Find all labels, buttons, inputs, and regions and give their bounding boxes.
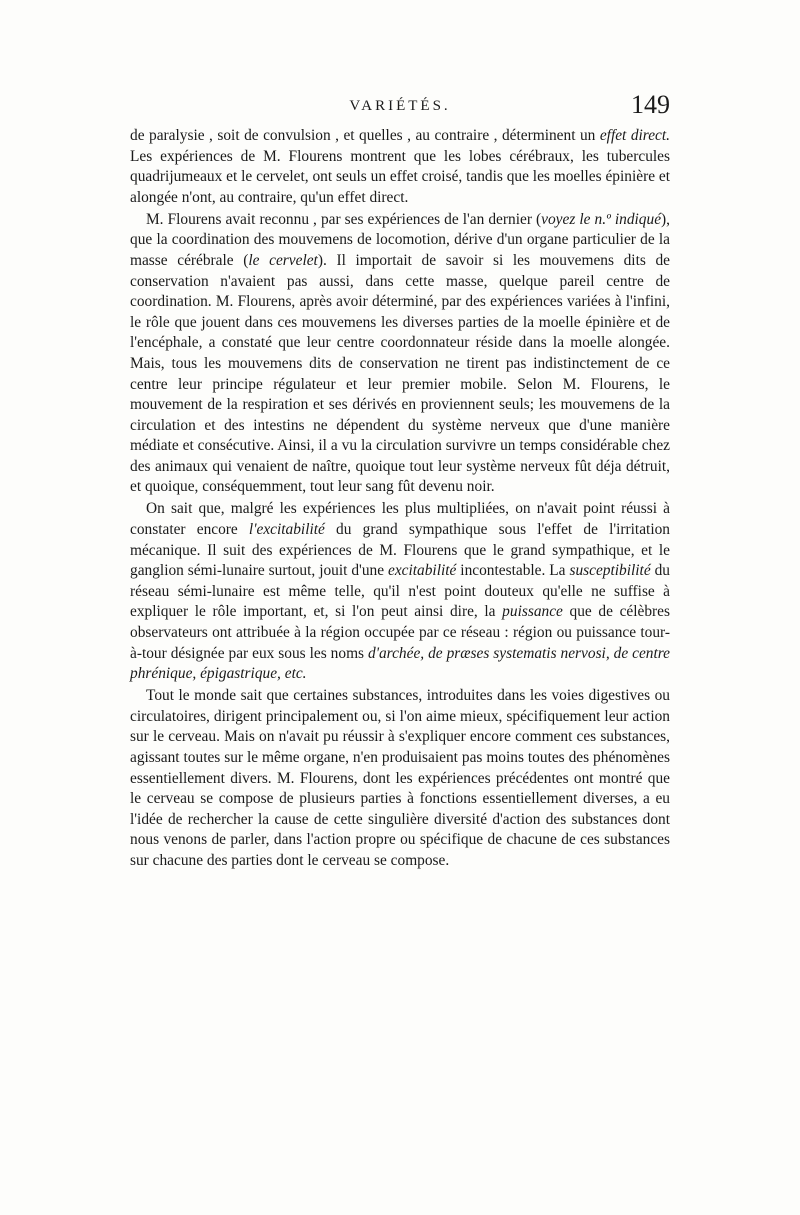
paragraph-3 <box>130 499 670 684</box>
text-run: ), que la coordination des mouvemens de locomotion, dérive d'un organe particulier de la masse cérébrale ( <box>130 210 671 269</box>
italic-text: susceptibilité <box>569 562 651 580</box>
text-run: de paralysie , soit de convulsion , et quelles , au contraire , déterminent un <box>130 127 600 144</box>
italic-text: voyez le n.º indiqué <box>541 210 662 228</box>
running-head <box>130 92 670 122</box>
italic-text: effet direct. <box>599 127 670 144</box>
italic-text: l'excitabilité <box>248 521 325 539</box>
text-run: du grand sympathique sous l'effet de l'irritation mécanique. Il suit des expériences de M. Flourens que le grand sympathique, et le ganglion sémi-lunaire surtout, jouit d'une <box>130 521 670 580</box>
paragraph-1 <box>130 126 670 208</box>
text-run: ). Il importait de savoir si les mouvemens dits de conservation n'avaient pas aussi, dans cette masse, quelque pareil centre de coordination. M. Flourens, après avoir déterminé, par des expériences variées à l'infini, le rôle que jouent dans ces mouvemens les diverses parties de la moelle épinière et de l'encéphale, a constaté que leur centre coordonnateur réside dans la moelle alongée. Mais, tous les mouvemens dits de conservation ne tirent pas indistinctement de ce centre leur principe régulateur et leur premier mobile. Selon M. Flourens, le mouvement de la respiration et ses dérivés en proviennent seuls; les mouvemens de la circulation et des intestins ne dépendent du système nerveux que d'une manière médiate et consécutive. Ainsi, il a vu la circulation survivre un temps considérable chez des animaux qui venaient de naître, quoique tout leur système nerveux fût déja détruit, et quoique, conséquemment, tout leur sang fût devenu noir. <box>130 251 670 496</box>
running-title: VARIÉTÉS. <box>349 98 451 114</box>
italic-text: le cervelet <box>248 251 318 269</box>
paragraph-2 <box>130 210 670 498</box>
text-run: que de célèbres observateurs ont attribuée à la région occupée par ce réseau : région ou puissance tour-à-tour désignée par eux sous les noms <box>130 603 671 662</box>
text-run: Les expériences de M. Flourens montrent que les lobes cérébraux, les tubercules quadrijumeaux et le cervelet, ont seuls un effet croisé, tandis que les moelles épinière et alongée n'ont, au contraire, qu'un effet direct. <box>130 147 670 206</box>
italic-text: excitabilité <box>387 562 457 580</box>
text-run: M. Flourens avait reconnu , par ses expériences de l'an dernier ( <box>146 210 542 228</box>
page-number: 149 <box>631 90 670 119</box>
text-run: incontestable. La <box>456 562 570 580</box>
text-run: On sait que, malgré les expériences les plus multipliées, on n'avait point réussi à constater encore <box>130 500 670 539</box>
text-run: Tout le monde sait que certaines substances, introduites dans les voies digestives ou circulatoires, dirigent principalement ou, si l'on aime mieux, spécifiquement leur action sur le cerveau. Mais on n'avait pu réussir à s'expliquer encore comment ces substances, agissant toutes sur le même organe, n'en produisaient pas moins toutes des phénomènes essentiellement divers. M. Flourens, dont les expériences précédentes ont montré que le cerveau se compose de plusieurs parties à fonctions essentiellement diverses, a eu l'idée de rechercher la cause de cette singulière diversité d'action des substances dont nous venons de parler, dans l'action propre ou spécifique de chacune de ces substances sur chacune des parties dont le cerveau se compose. <box>130 687 670 869</box>
italic-text: d'archée, de præses systematis nervosi, de centre phrénique, épigastrique, etc. <box>130 644 671 683</box>
body-text <box>130 126 670 873</box>
paragraph-4 <box>130 686 670 871</box>
italic-text: puissance <box>502 603 563 621</box>
text-run: du réseau sémi-lunaire est même telle, qu'il n'est point douteux qu'elle ne suffise à expliquer le rôle important, et, si l'on peut ainsi dire, la <box>130 562 670 621</box>
